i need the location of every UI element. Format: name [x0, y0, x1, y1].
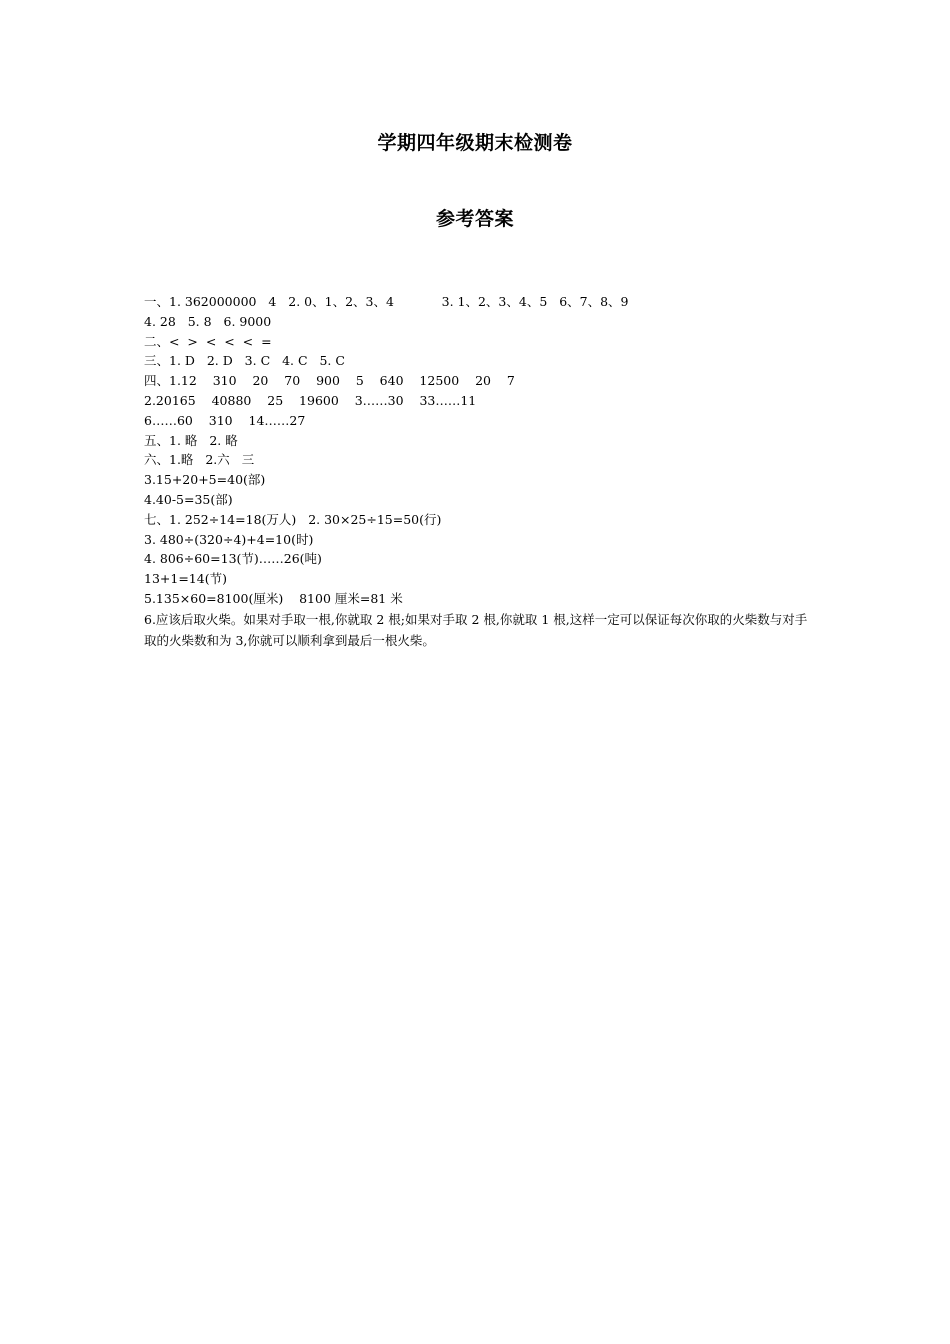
page-subtitle: 参考答案: [435, 208, 514, 230]
answer-paragraph: 6.应该后取火柴。如果对手取一根,你就取 2 根;如果对手取 2 根,你就取 1 根,这样一定可以保证每次你取的火柴数与对手取的火柴数和为 3,你就可以顺利拿到最后一根火柴。: [144, 611, 808, 648]
answer-line: 一、1. 362000000 4 2. 0、1、2、3、4 3. 1、2、3、4、5 6、7、8、9: [144, 294, 629, 309]
answer-line: 3.15+20+5=40(部): [144, 472, 266, 488]
answer-line: 4.40-5=35(部): [144, 491, 233, 507]
answer-list: [144, 292, 824, 651]
answer-line: 5.135×60=8100(厘米) 8100 厘米=81 米: [144, 590, 403, 606]
answer-line: 6……60 310 14……27: [144, 412, 306, 428]
answer-line: 4. 806÷60=13(节)……26(吨): [144, 551, 322, 567]
answer-line: 三、1. D 2. D 3. C 4. C 5. C: [144, 353, 345, 369]
answer-line: 四、1.12 310 20 70 900 5 640 12500 20 7: [144, 373, 515, 389]
answer-line: 4. 28 5. 8 6. 9000: [144, 313, 272, 329]
answer-line: 六、1.略 2.六 三: [144, 452, 255, 468]
answer-line: 3. 480÷(320÷4)+4=10(时): [144, 531, 314, 547]
answer-line: 二、< > < < < =: [144, 333, 272, 349]
page-title: 学期四年级期末检测卷: [377, 132, 573, 154]
answer-line: 七、1. 252÷14=18(万人) 2. 30×25÷15=50(行): [144, 511, 442, 527]
answer-line: 五、1. 略 2. 略: [144, 432, 238, 448]
answer-line: 13+1=14(节): [144, 571, 227, 587]
answer-line: 2.20165 40880 25 19600 3……30 33……11: [144, 392, 477, 408]
